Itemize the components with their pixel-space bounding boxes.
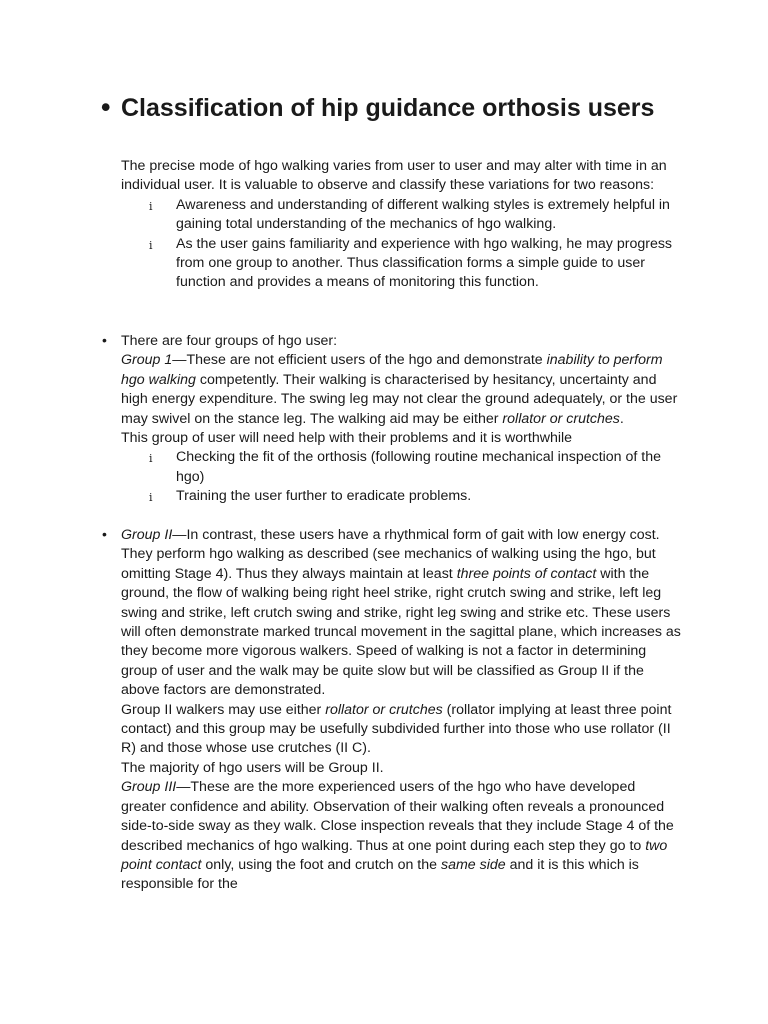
action-text: Checking the fit of the orthosis (following routine mechanical inspection of the hgo) [176,449,662,485]
group3-emphasis-1: two point contact [121,837,668,873]
group2-emphasis-1: three points of contact [456,565,597,582]
group1-help: This group of user will need help with their problems and it is worthwhile [121,430,573,447]
group1-label: Group 1 [121,352,173,369]
groups-intro: There are four groups of hgo user: [121,333,338,349]
reasons-list [121,196,681,293]
list-item [121,196,681,235]
group2-text-1: —In contrast, these users have a rhythmical form of gait with low energy cost. They perform hgo walking as described (see mechanics of walking using the hgo, but omitting Stage 4). Thus they always maintain at least [121,527,660,582]
list-marker: i [149,199,153,213]
list-marker: i [149,238,153,252]
group2-walkers-paragraph [121,701,681,759]
groups-block [121,332,681,507]
list-item [121,487,681,506]
group2-walkers-text-2: (rollator implying at least three point contact) and this group may be usefully subdivided further into those who use rollator (II R) and those whose use crutches (II C). [121,701,672,757]
list-marker: i [149,452,153,466]
group3-label: Group III [121,779,177,796]
reason-text: As the user gains familiarity and experience with hgo walking, he may progress from one group to another. Thus classification forms a simple guide to user function and provides a means of monitoring this function. [176,235,673,291]
group1-paragraph [121,351,681,429]
group2-paragraph [121,526,681,701]
bullet-marker: • [102,526,107,542]
group1-text-1: —These are not efficient users of the hgo and demonstrate [172,352,547,369]
group1-text-3: . [619,410,624,427]
reason-text: Awareness and understanding of different walking styles is extremely helpful in gaining total understanding of the mechanics of hgo walking. [176,196,670,233]
group3-emphasis-2: same side [440,856,506,873]
list-marker: i [149,491,153,505]
intro-block [121,157,681,293]
bullet-marker: • [102,332,107,348]
group2-walkers-emphasis: rollator or crutches [325,701,443,718]
group2-text-2: with the ground, the flow of walking being right heel strike, right crutch swing and strike, left leg swing and strike, left crutch swing and strike, right leg swing and strike etc. These users will often demonstrate marked truncal movement in the sagittal plane, which increases as they become more vigorous walkers. Speed of walking is not a factor in determining group of user and the walk may be quite slow but will be classified as Group II if the above factors are demonstrated. [121,565,681,699]
heading-title: Classification of hip guidance orthosis users [121,94,655,122]
group3-paragraph [121,778,681,894]
group3-text-2: only, using the foot and crutch on the [201,856,441,873]
group1-actions-list [121,448,681,506]
group2-label: Group II [121,527,173,543]
heading-bullet: • [101,92,111,122]
group2-walkers-text-1: Group II walkers may use either [121,701,326,718]
group2-block [121,526,681,895]
group3-text-1: —These are the more experienced users of the hgo who have developed greater confidence and ability. Observation of their walking often reveals a pronounced side-to-side sway as they walk. Close inspection reveals that they include Stage 4 of the described mechanics of hgo walking. Thus at one point during each step they go to [121,779,674,854]
list-item [121,448,681,487]
group1-text-2: competently. Their walking is characterised by hesitancy, uncertainty and high energy expenditure. The swing leg may not clear the ground adequately, or the user may swivel on the stance leg. The walking aid may be either [121,371,678,427]
action-text: Training the user further to eradicate problems. [176,488,472,505]
group1-emphasis-1: inability to perform hgo walking [121,352,663,388]
group1-emphasis-2: rollator or crutches [502,410,620,427]
intro-paragraph: The precise mode of hgo walking varies from user to user and may alter with time in an individual user. It is valuable to observe and classify these variations for two reasons: [121,158,667,194]
group2-majority: The majority of hgo users will be Group II. [121,759,384,776]
group3-text-3: and it is this which is responsible for the [121,856,639,893]
list-item [121,235,681,293]
